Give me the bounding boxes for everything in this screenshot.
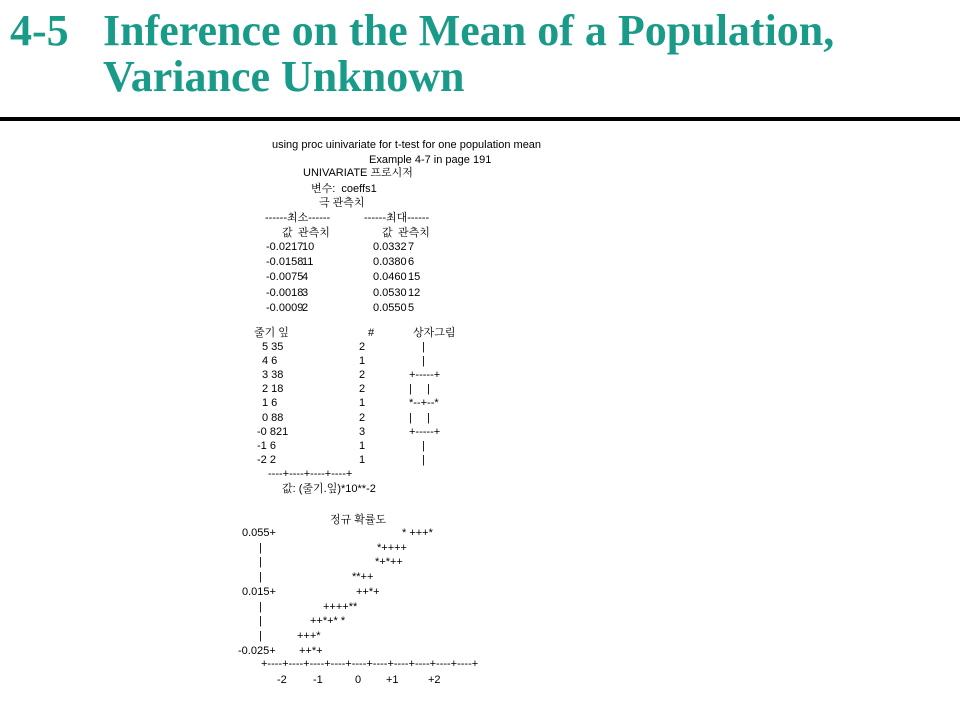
y-axis-label: | bbox=[259, 541, 262, 554]
x-axis-tick-label: -2 bbox=[277, 674, 287, 686]
count-cell: 3 bbox=[359, 425, 366, 438]
stem-leaf-cell: 5 35 bbox=[262, 341, 284, 353]
count-cell: 2 bbox=[359, 383, 366, 396]
y-axis-label: 0.055+ bbox=[242, 527, 276, 539]
extremes-min-obs-cell: 2 bbox=[302, 301, 309, 314]
x-axis-tick-label: 0 bbox=[355, 674, 362, 686]
stem-leaf-cell: 3 38 bbox=[262, 369, 284, 382]
boxplot-cell: | bbox=[422, 439, 425, 452]
count-cell: 2 bbox=[359, 369, 366, 382]
plot-points: ++++** bbox=[323, 600, 358, 613]
procedure-name: UNIVARIATE 프로시저 bbox=[303, 167, 413, 179]
stem-leaf-cell: 1 6 bbox=[262, 397, 278, 410]
count-cell: 1 bbox=[359, 439, 366, 452]
y-axis-label: | bbox=[259, 556, 262, 569]
plot-points: * +++* bbox=[402, 527, 433, 539]
col-header-max-obs: 관측치 bbox=[398, 227, 430, 239]
extremes-min-obs-cell: 3 bbox=[302, 286, 309, 299]
col-header-max-value: 값 bbox=[382, 227, 393, 239]
extremes-max-obs-cell: 6 bbox=[408, 256, 415, 269]
extremes-min-obs-cell: 11 bbox=[302, 256, 314, 269]
extremes-max-obs-cell: 5 bbox=[408, 301, 415, 314]
extremes-max-obs-cell: 15 bbox=[408, 271, 421, 284]
y-axis-label: 0.015+ bbox=[242, 585, 276, 598]
boxplot-cell: | bbox=[422, 341, 425, 353]
extremes-min-value-cell: -0.0009 bbox=[266, 301, 304, 314]
y-axis-label: | bbox=[259, 600, 262, 613]
plot-points: **++ bbox=[352, 571, 374, 584]
extremes-min-value-cell: -0.0075 bbox=[266, 271, 304, 284]
y-axis-label: | bbox=[259, 571, 262, 584]
title-line-1: Inference on the Mean of a Population, bbox=[103, 6, 835, 55]
count-header: # bbox=[368, 327, 375, 339]
stem-leaf-cell: -1 6 bbox=[257, 439, 276, 452]
boxplot-cell: | bbox=[422, 453, 425, 466]
boxplot-cell: | | bbox=[409, 411, 430, 424]
plot-points: *+*++ bbox=[375, 556, 403, 569]
col-header-min-obs: 관측치 bbox=[298, 227, 330, 239]
boxplot-cell: +-----+ bbox=[409, 369, 441, 382]
stem-leaf-cell: -2 2 bbox=[257, 453, 276, 466]
stem-leaf-axis: ----+----+----+----+ bbox=[268, 468, 353, 480]
stem-leaf-cell: 0 88 bbox=[262, 411, 284, 424]
boxplot-cell: | | bbox=[409, 383, 430, 396]
y-axis-label: -0.025+ bbox=[238, 644, 276, 657]
stem-leaf-cell: 2 18 bbox=[262, 383, 284, 396]
plot-points: ++*+* * bbox=[310, 615, 346, 628]
extremes-heading: 극 관측치 bbox=[319, 197, 365, 209]
extremes-max-obs-cell: 7 bbox=[408, 241, 415, 253]
plot-points: ++*+ bbox=[356, 585, 380, 598]
stem-leaf-cell: 4 6 bbox=[262, 355, 278, 368]
extremes-max-value-cell: 0.0550 bbox=[373, 301, 407, 314]
extremes-min-obs-cell: 10 bbox=[302, 241, 315, 253]
extremes-max-value-cell: 0.0460 bbox=[373, 271, 407, 284]
normal-plot-title: 정규 확률도 bbox=[330, 514, 387, 526]
x-axis-tick-label: +2 bbox=[428, 674, 441, 686]
program-comment: using proc uinivariate for t-test for one population mean bbox=[272, 139, 542, 151]
extremes-max-value-cell: 0.0332 bbox=[373, 241, 407, 253]
stem-leaf-note: 값: (줄기.잎)*10**-2 bbox=[282, 483, 376, 495]
max-group-header: ------최대------ bbox=[364, 212, 430, 224]
count-cell: 2 bbox=[359, 341, 366, 353]
boxplot-header: 상자그림 bbox=[413, 327, 456, 339]
extremes-max-obs-cell: 12 bbox=[408, 286, 421, 299]
plot-points: +++* bbox=[297, 629, 321, 642]
count-cell: 2 bbox=[359, 411, 366, 424]
normal-plot-axis: +----+----+----+----+----+----+----+----+----+----+ bbox=[261, 658, 479, 670]
title-line-2: Variance Unknown bbox=[103, 52, 465, 101]
boxplot-cell: +-----+ bbox=[409, 425, 441, 438]
count-cell: 1 bbox=[359, 453, 366, 466]
y-axis-label: | bbox=[259, 629, 262, 642]
min-group-header: ------최소------ bbox=[265, 212, 331, 224]
stem-leaf-cell: -0 821 bbox=[257, 425, 289, 438]
count-cell: 1 bbox=[359, 355, 366, 368]
count-cell: 1 bbox=[359, 397, 366, 410]
plot-points: *++++ bbox=[377, 541, 407, 554]
example-reference: Example 4-7 in page 191 bbox=[369, 154, 492, 166]
extremes-max-value-cell: 0.0530 bbox=[373, 286, 407, 299]
x-axis-tick-label: -1 bbox=[313, 674, 323, 686]
section-number: 4-5 bbox=[10, 6, 69, 55]
y-axis-label: | bbox=[259, 615, 262, 628]
extremes-max-value-cell: 0.0380 bbox=[373, 256, 407, 269]
col-header-min-value: 값 bbox=[282, 227, 293, 239]
boxplot-cell: *--+--* bbox=[409, 397, 439, 410]
extremes-min-value-cell: -0.0158 bbox=[266, 256, 304, 269]
plot-points: ++*+ bbox=[299, 644, 323, 657]
x-axis-tick-label: +1 bbox=[386, 674, 399, 686]
boxplot-cell: | bbox=[422, 355, 425, 368]
variable-label: 변수: coeffs1 bbox=[311, 183, 377, 195]
stem-leaf-header: 줄기 잎 bbox=[254, 327, 289, 339]
extremes-min-obs-cell: 4 bbox=[302, 271, 309, 284]
extremes-min-value-cell: -0.0018 bbox=[266, 286, 304, 299]
extremes-min-value-cell: -0.0217 bbox=[266, 241, 304, 253]
